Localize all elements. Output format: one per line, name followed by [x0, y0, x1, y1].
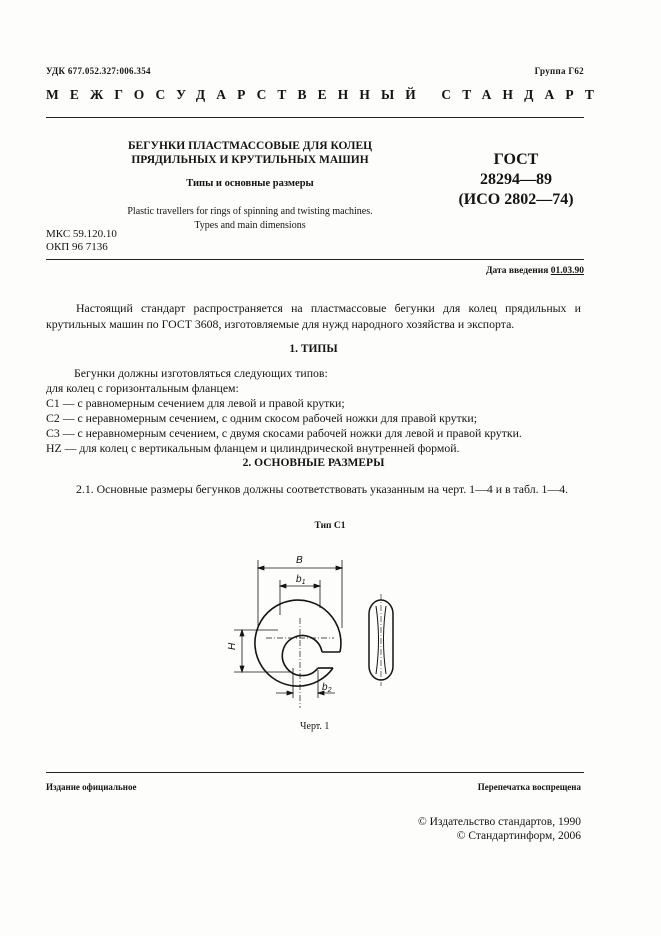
- gost-number: 28294—89: [480, 171, 552, 188]
- list-item: Бегунки должны изготовляться следующих типов:: [74, 366, 328, 380]
- official-edition: Издание официальное: [46, 782, 137, 792]
- figure-caption: Черт. 1: [300, 721, 330, 732]
- list-item: HZ — для колец с вертикальным фланцем и цилиндрической внутренней формой.: [46, 441, 460, 455]
- copyright-1: © Издательство стандартов, 1990: [417, 816, 581, 828]
- document-title: [100, 139, 400, 167]
- udk-code: УДК 677.052.327:006.354: [46, 66, 151, 76]
- top-rule: [46, 117, 584, 118]
- list-item: C2 — с неравномерным сечением, с одним скосом рабочей ножки для правой крутки;: [46, 411, 477, 425]
- label-b1: [296, 574, 306, 586]
- classification-codes: [46, 228, 117, 254]
- english-title-line-2: Types and main dimensions: [194, 220, 306, 231]
- label-H: H: [227, 642, 238, 650]
- standard-banner: МЕЖГОСУДАРСТВЕННЫЙ СТАНДАРТ: [46, 87, 605, 102]
- english-title: [70, 205, 430, 233]
- english-title-line-1: Plastic travellers for rings of spinning and twisting machines.: [127, 206, 373, 217]
- list-item: для колец с горизонтальным фланцем:: [46, 381, 239, 395]
- title-line-2: ПРЯДИЛЬНЫХ И КРУТИЛЬНЫХ МАШИН: [131, 154, 369, 166]
- middle-rule: [46, 259, 584, 260]
- gost-designation: [446, 150, 586, 210]
- intro-paragraph: Настоящий стандарт распространяется на пластмассовые бегунки для колец прядильных и крутильных машин по ГОСТ 3608, изготовляемые для нужд народного хозяйства и экспорта.: [46, 301, 581, 331]
- list-item: C3 — с неравномерным сечением, с двумя скосами рабочей ножки для левой и правой крутки.: [46, 426, 522, 440]
- dimension-b1: [280, 580, 320, 615]
- traveller-drawing: [200, 540, 440, 715]
- title-line-1: БЕГУНКИ ПЛАСТМАССОВЫЕ ДЛЯ КОЛЕЦ: [127, 140, 373, 152]
- gost-label: ГОСТ: [493, 151, 539, 168]
- copyright-block: [418, 815, 581, 843]
- figure-title: Тип C1: [314, 521, 346, 531]
- label-b2-sub: 2: [327, 687, 332, 694]
- bottom-rule: [46, 772, 584, 773]
- effective-date: [486, 266, 584, 276]
- copyright-2: © Стандартинформ, 2006: [456, 830, 581, 842]
- iso-number: (ИСО 2802—74): [458, 191, 574, 208]
- effective-date-label: Дата введения: [485, 266, 549, 276]
- label-b1-sub: 1: [301, 579, 306, 586]
- document-subtitle: Типы и основные размеры: [186, 178, 314, 189]
- effective-date-value: 01.03.90: [550, 266, 584, 276]
- mks-code: МКС 59.120.10: [46, 228, 117, 240]
- section-2-heading: 2. ОСНОВНЫЕ РАЗМЕРЫ: [242, 457, 385, 469]
- label-b1-letter: b: [296, 574, 302, 585]
- label-B: B: [296, 555, 303, 566]
- group-code: Группа Г62: [534, 66, 584, 76]
- reprint-notice: Перепечатка воспрещена: [477, 782, 581, 792]
- section-1-heading: 1. ТИПЫ: [289, 343, 338, 355]
- label-b2-letter: b: [322, 682, 328, 693]
- dimension-B: [258, 560, 342, 628]
- list-item: C1 — с равномерным сечением для левой и правой крутки;: [46, 396, 345, 410]
- label-b2: [322, 682, 332, 694]
- types-list: [46, 366, 584, 456]
- okp-code: ОКП 96 7136: [46, 241, 108, 253]
- section-2-paragraph: 2.1. Основные размеры бегунков должны соответствовать указанным на черт. 1—4 и в табл. 1—4.: [76, 482, 569, 496]
- traveller-ring: [255, 600, 341, 686]
